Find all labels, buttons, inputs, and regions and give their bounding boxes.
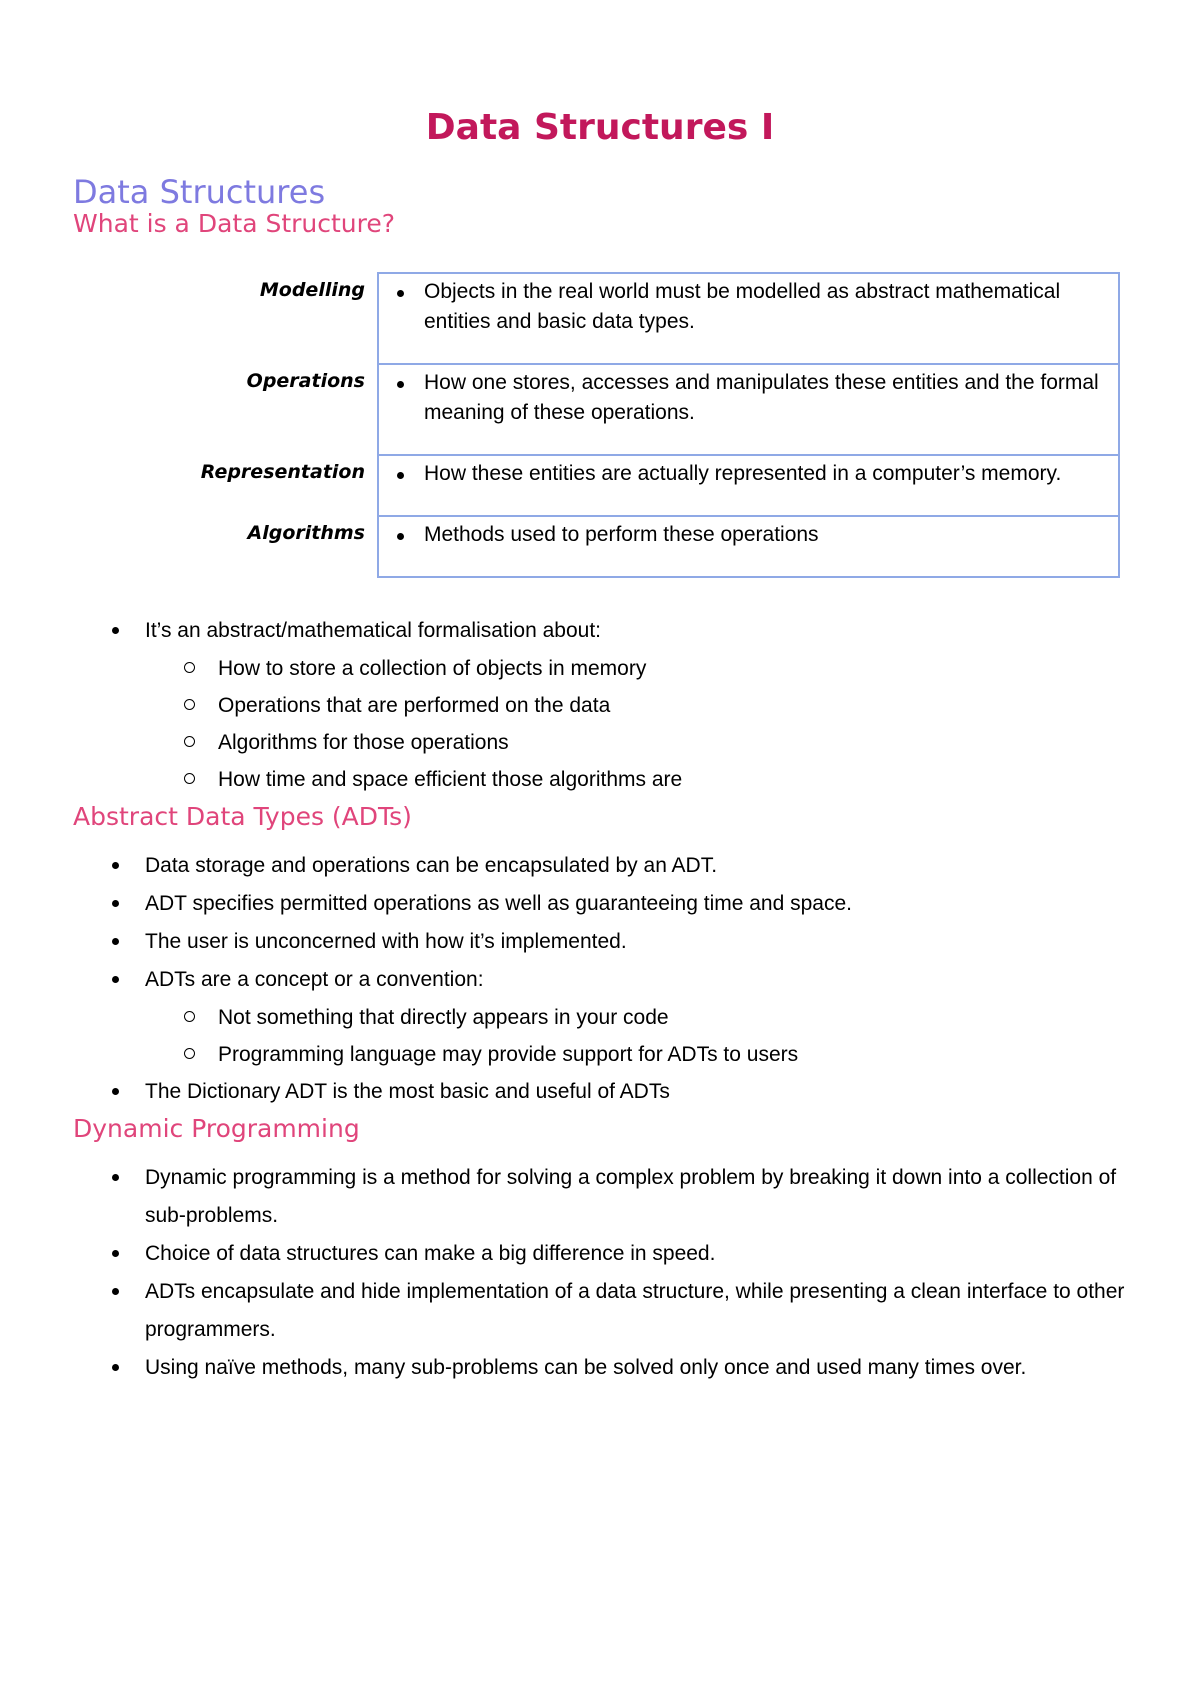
bullet-icon — [397, 290, 404, 297]
circle-bullet-icon — [184, 699, 195, 710]
circle-bullet-icon — [184, 1011, 195, 1022]
sub-list-item-text: How to store a collection of objects in memory — [218, 657, 647, 680]
definition-table — [0, 272, 1200, 580]
circle-bullet-icon — [184, 1048, 195, 1059]
sub-list-item — [218, 687, 1118, 724]
sub-list-item-text: Algorithms for those operations — [218, 731, 509, 754]
definition-cell — [377, 272, 1120, 365]
bullet-icon — [112, 862, 119, 869]
list-item — [145, 612, 1125, 650]
list-item — [145, 885, 1125, 923]
list-item-text: ADTs encapsulate and hide implementation of a data structure, while presenting a clean interface to other programmers. — [145, 1280, 1125, 1341]
list-item — [145, 1073, 1125, 1111]
definition-text: How one stores, accesses and manipulates these entities and the formal meaning of these operations. — [424, 371, 1099, 424]
list-item-text: ADTs are a concept or a convention: — [145, 968, 484, 991]
section-heading-data-structures: Data Structures — [73, 173, 326, 211]
bullet-icon — [112, 1364, 119, 1371]
list-item-text: The user is unconcerned with how it’s implemented. — [145, 930, 627, 953]
definition-term: Operations — [246, 370, 365, 392]
circle-bullet-icon — [184, 773, 195, 784]
list-item — [145, 1349, 1125, 1387]
definition-term: Modelling — [259, 279, 365, 301]
bullet-icon — [112, 1288, 119, 1295]
definition-term: Algorithms — [247, 522, 365, 544]
list-item — [145, 1273, 1125, 1349]
circle-bullet-icon — [184, 662, 195, 673]
definition-text: Methods used to perform these operations — [424, 523, 819, 546]
sub-list-item-text: Not something that directly appears in your code — [218, 1006, 669, 1029]
list-item — [145, 847, 1125, 885]
sub-list-item — [218, 999, 1118, 1036]
bullet-icon — [112, 627, 119, 634]
list-item-text: ADT specifies permitted operations as well as guaranteeing time and space. — [145, 892, 852, 915]
bullet-icon — [112, 900, 119, 907]
definition-term: Representation — [200, 461, 365, 483]
bullet-icon — [397, 533, 404, 540]
document-title: Data Structures I — [425, 107, 775, 148]
bullet-icon — [397, 472, 404, 479]
bullet-icon — [112, 938, 119, 945]
definition-cell — [377, 454, 1120, 517]
bullet-icon — [112, 1174, 119, 1181]
bullet-icon — [112, 1088, 119, 1095]
sub-list-item-text: Operations that are performed on the data — [218, 694, 611, 717]
bullet-icon — [112, 976, 119, 983]
list-item — [145, 1159, 1125, 1235]
sub-list-item — [218, 724, 1118, 761]
heading-dynamic-programming: Dynamic Programming — [73, 1114, 360, 1143]
list-item-text: Data storage and operations can be encapsulated by an ADT. — [145, 854, 718, 877]
list-item-text: Using naïve methods, many sub-problems can be solved only once and used many times over. — [145, 1356, 1027, 1379]
sub-list-item — [218, 650, 1118, 687]
list-item — [145, 961, 1125, 999]
list-item-text: The Dictionary ADT is the most basic and useful of ADTs — [145, 1080, 670, 1103]
list-item — [145, 923, 1125, 961]
definition-cell — [377, 363, 1120, 456]
list-item-text: Choice of data structures can make a big difference in speed. — [145, 1242, 716, 1265]
list-item-text: It’s an abstract/mathematical formalisation about: — [145, 619, 602, 642]
heading-abstract-data-types: Abstract Data Types (ADTs) — [73, 802, 412, 831]
sub-list-item — [218, 761, 1118, 798]
heading-what-is-data-structure: What is a Data Structure? — [73, 209, 396, 238]
bullet-icon — [112, 1250, 119, 1257]
list-item-text: Dynamic programming is a method for solving a complex problem by breaking it down into a collection of sub-problems. — [145, 1166, 1117, 1227]
sub-list-item-text: How time and space efficient those algorithms are — [218, 768, 683, 791]
definition-cell — [377, 515, 1120, 578]
list-item — [145, 1235, 1125, 1273]
circle-bullet-icon — [184, 736, 195, 747]
definition-text: How these entities are actually represented in a computer’s memory. — [424, 462, 1062, 485]
sub-list-item — [218, 1036, 1118, 1073]
sub-list-item-text: Programming language may provide support for ADTs to users — [218, 1043, 799, 1066]
definition-text: Objects in the real world must be modelled as abstract mathematical entities and basic data types. — [424, 280, 1061, 333]
bullet-icon — [397, 381, 404, 388]
